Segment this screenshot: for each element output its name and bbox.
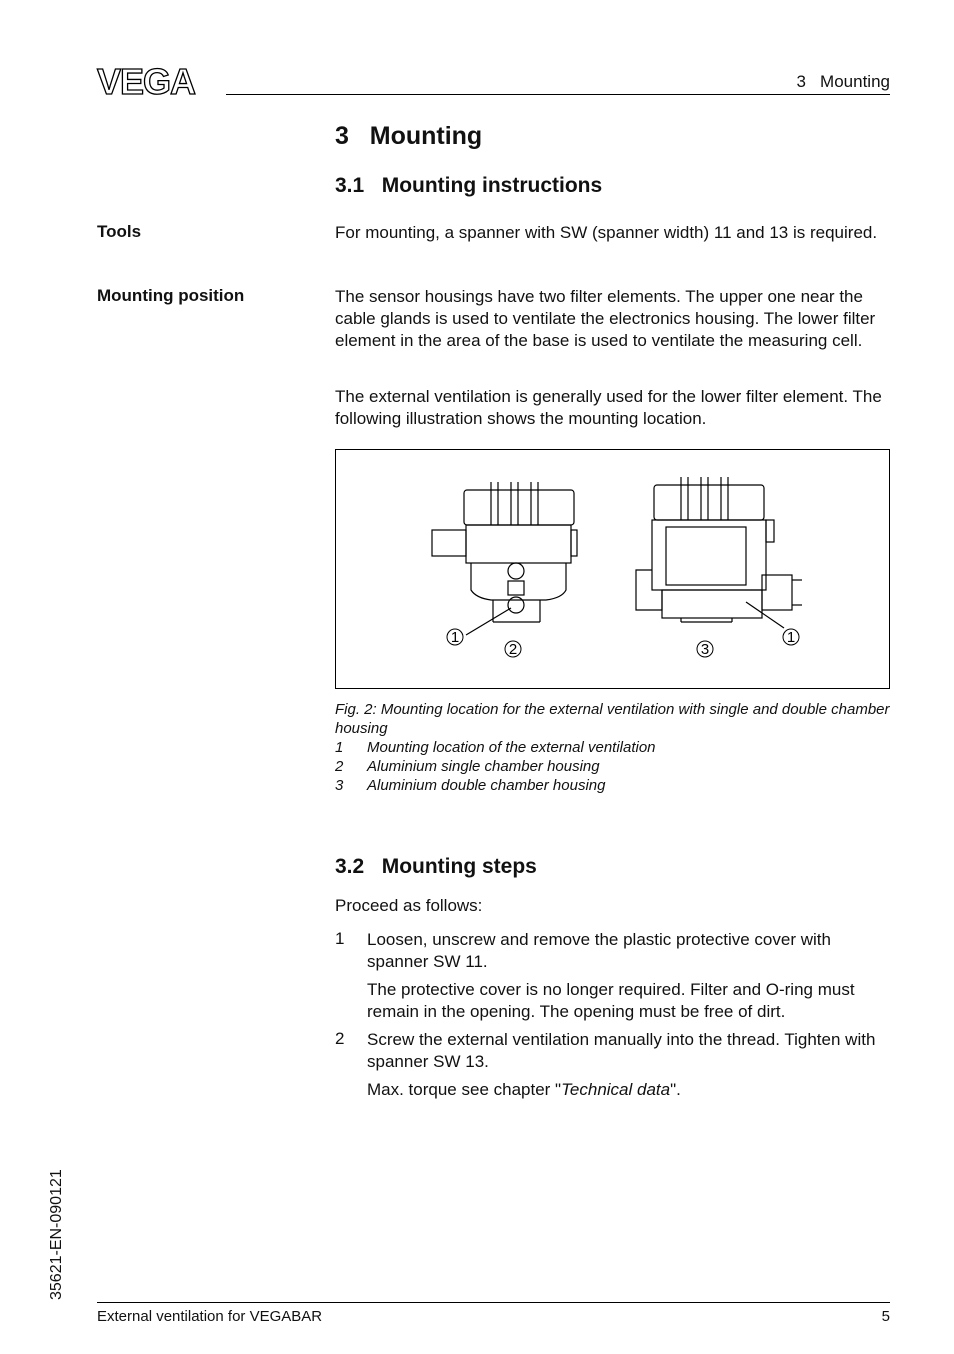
figure-box xyxy=(335,449,890,689)
footer-title: External ventilation for VEGABAR xyxy=(97,1308,323,1325)
step-note: The protective cover is no longer required. Filter and O-ring must remain in the opening. The opening must be free of dirt. xyxy=(367,980,855,1021)
housing-illustration xyxy=(336,450,889,688)
tools-paragraph: For mounting, a spanner with SW (spanner width) 11 and 13 is required. xyxy=(335,223,878,242)
document-id: 35621-EN-090121 xyxy=(48,1169,65,1300)
step-text: Screw the external ventilation manually into the thread. Tighten with spanner SW 13. xyxy=(367,1030,876,1071)
callout-3: 3 xyxy=(700,641,710,658)
step-note: Max. torque see chapter "Technical data". xyxy=(367,1080,681,1099)
mounting-paragraph-2: The external ventilation is generally used for the lower filter element. The following illustration shows the mounting location. xyxy=(335,387,882,428)
vega-logo xyxy=(96,64,214,98)
section-title-3-2: 3.2 Mounting steps xyxy=(335,855,537,878)
step-text: Loosen, unscrew and remove the plastic protective cover with spanner SW 11. xyxy=(367,930,831,971)
page-number: 5 xyxy=(881,1308,890,1325)
steps-intro: Proceed as follows: xyxy=(335,896,483,915)
callout-1-left: 1 xyxy=(450,629,460,646)
single-housing-lid xyxy=(464,490,574,525)
section-title-3-1: 3.1 Mounting instructions xyxy=(335,174,603,197)
footer-rule xyxy=(97,1302,890,1303)
step-number: 2 xyxy=(335,1029,345,1048)
double-housing-body xyxy=(652,520,766,590)
single-housing-body xyxy=(466,525,571,563)
chapter-title: 3 Mounting xyxy=(335,122,483,150)
sidebar-label-tools: Tools xyxy=(97,222,142,241)
double-housing-lid xyxy=(654,485,764,520)
callout-2: 2 xyxy=(508,641,518,658)
step-number: 1 xyxy=(335,929,345,948)
figure-caption: Fig. 2: Mounting location for the external ventilation with single and double chamber housing xyxy=(335,701,890,737)
header-rule xyxy=(226,94,890,95)
mounting-paragraph-1: The sensor housings have two filter elements. The upper one near the cable glands is used to ventilate the electronics housing. The lower filter element in the area of the base is used to ventilate the measuring cell. xyxy=(335,287,876,350)
sidebar-label-mounting-position: Mounting position xyxy=(97,286,245,305)
callout-1-right: 1 xyxy=(786,629,796,646)
single-cable-gland-left xyxy=(432,530,466,556)
double-housing-window xyxy=(666,527,746,585)
single-cable-gland-right xyxy=(571,530,577,556)
svg-text:VEGA: VEGA xyxy=(97,64,196,98)
header-section-label: 3 Mounting xyxy=(796,72,890,91)
